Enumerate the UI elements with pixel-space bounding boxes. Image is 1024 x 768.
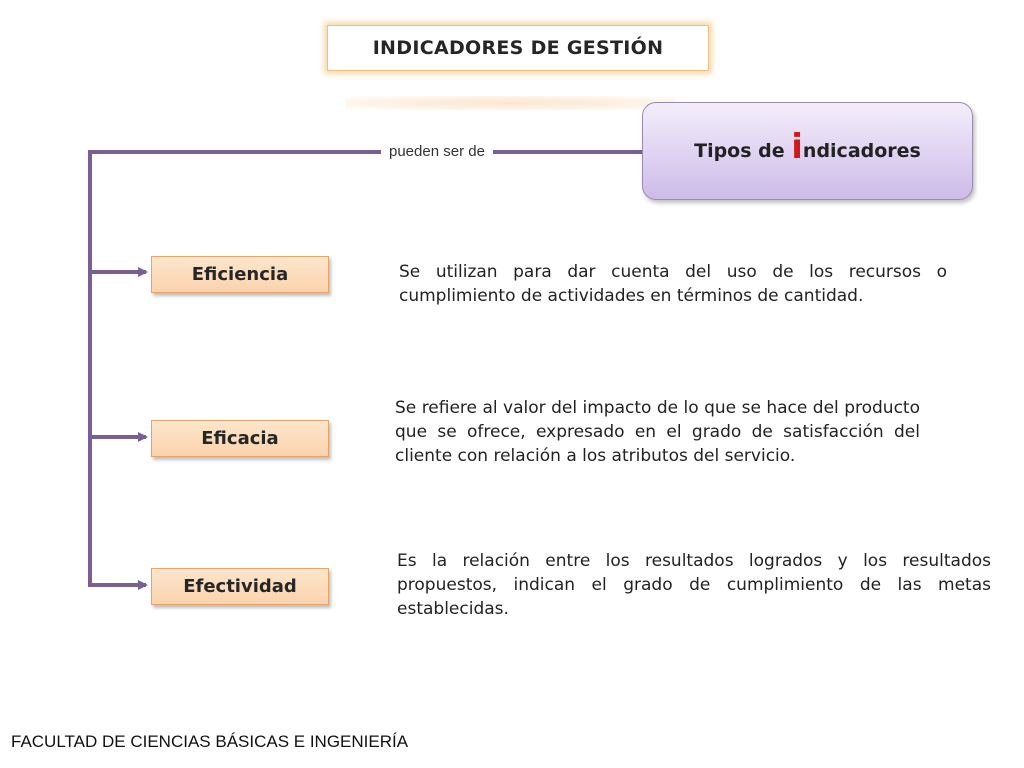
- connector-label: pueden ser de: [381, 143, 493, 160]
- root-node: [642, 102, 973, 200]
- description-eficiencia: Se utilizan para dar cuenta del uso de los recursos o cumplimiento de actividades en términos de cantidad.: [399, 262, 947, 306]
- root-node-accent-letter: i: [791, 127, 803, 167]
- description-efectividad: Es la relación entre los resultados logrados y los resultados propuestos, indican el grado de cumplimiento de las metas establecidas.: [397, 551, 991, 619]
- concept-eficacia: Eficacia: [151, 420, 329, 457]
- root-node-suffix: ndicadores: [802, 140, 921, 162]
- concept-eficiencia: Eficiencia: [151, 256, 329, 293]
- concept-efectividad: Efectividad: [151, 568, 329, 605]
- description-eficacia: Se refiere al valor del impacto de lo que se hace del producto que se ofrece, expresado en el grado de satisfacción del cliente con relación a los atributos del servicio.: [395, 398, 920, 466]
- slide-title: INDICADORES DE GESTIÓN: [327, 25, 709, 71]
- footer-faculty: FACULTAD DE CIENCIAS BÁSICAS E INGENIERÍA: [11, 732, 409, 751]
- root-node-prefix: Tipos de: [694, 140, 792, 162]
